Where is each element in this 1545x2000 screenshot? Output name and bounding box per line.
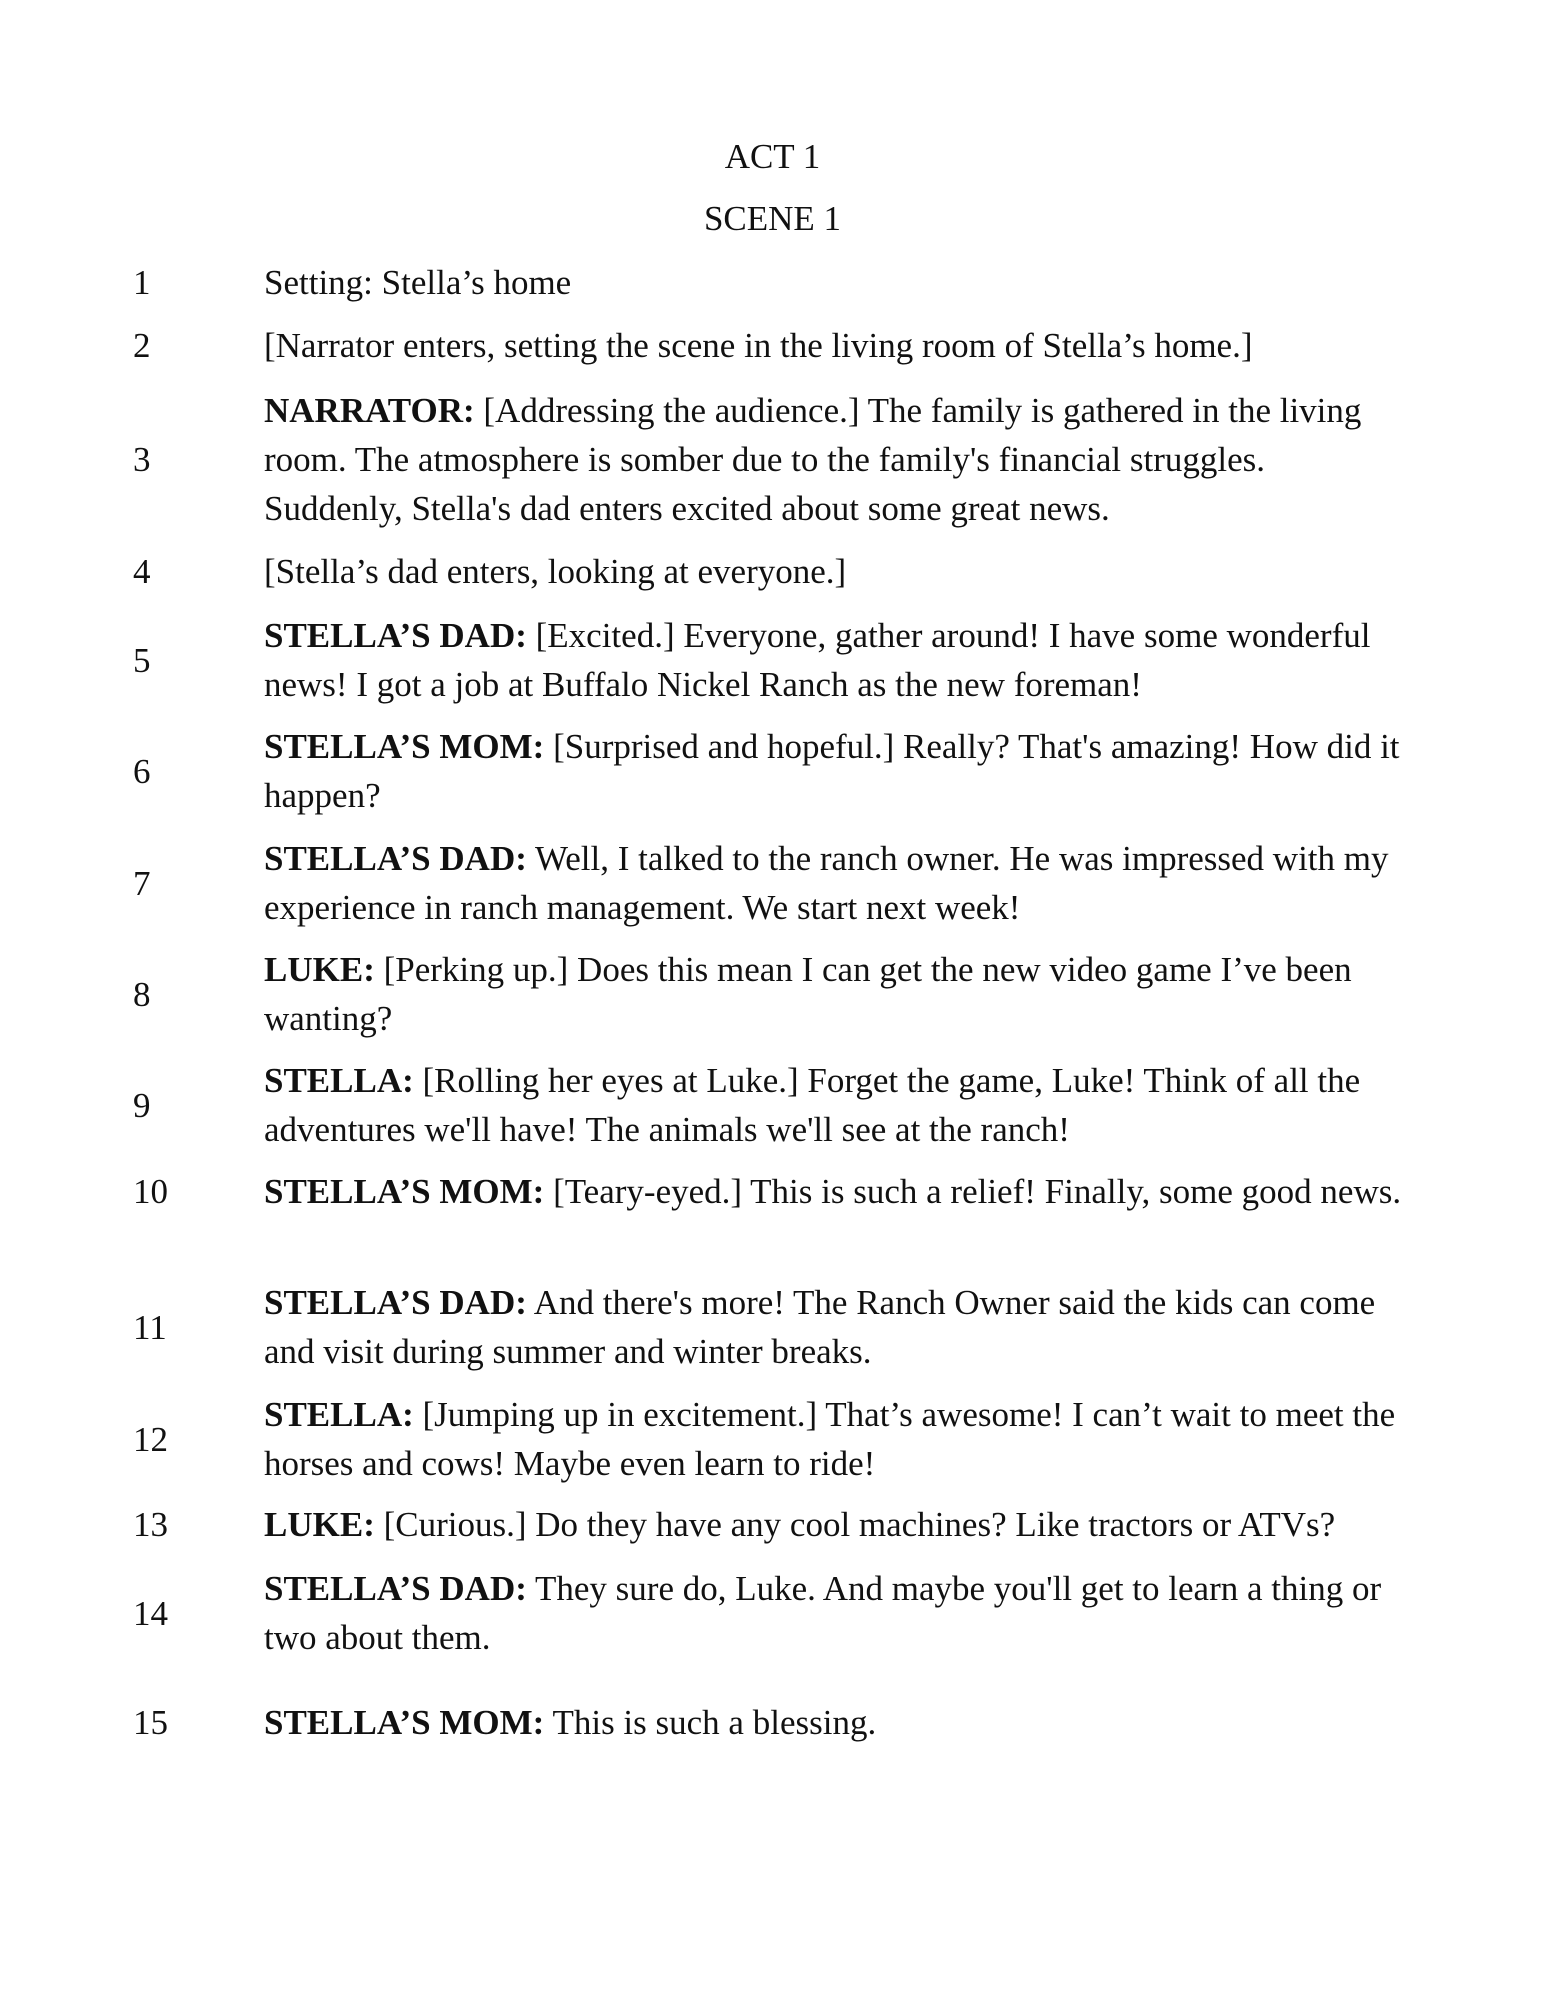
dialogue: [Curious.] Do they have any cool machines? Like tractors or ATVs? [374, 1505, 1336, 1544]
line-number: 5 [133, 640, 151, 680]
dialogue: And there's more! The Ranch Owner said the kids can come and visit during summer and winter breaks. [264, 1283, 1376, 1371]
speaker-name: STELLA’S DAD: [264, 616, 527, 655]
line-number: 6 [133, 751, 151, 791]
dialogue: [Surprised and hopeful.] Really? That's amazing! How did it happen? [264, 727, 1400, 815]
line-number: 2 [133, 326, 151, 365]
speaker-name: STELLA’S DAD: [264, 1283, 527, 1322]
dialogue: Setting: Stella’s home [264, 263, 572, 302]
script-line [0, 1278, 1545, 1376]
speaker-name: STELLA’S MOM: [264, 727, 545, 766]
line-text [264, 611, 1404, 709]
speaker-name: STELLA’S DAD: [264, 1569, 527, 1608]
speaker-name: STELLA: [264, 1061, 414, 1100]
line-text [264, 1500, 1404, 1549]
script-line [0, 1564, 1545, 1662]
line-text [264, 321, 1404, 370]
line-text [264, 834, 1404, 932]
speaker-name: STELLA’S MOM: [264, 1703, 545, 1742]
script-line [0, 1056, 1545, 1154]
line-number: 14 [133, 1593, 168, 1633]
speaker-name: LUKE: [264, 950, 375, 989]
line-number: 13 [133, 1505, 168, 1544]
script-line [0, 386, 1545, 533]
line-text [264, 1390, 1404, 1488]
script-line [0, 1698, 1545, 1747]
script-line [0, 258, 1545, 307]
speaker-name: LUKE: [264, 1505, 375, 1544]
line-text [264, 258, 1404, 307]
speaker-name: STELLA: [264, 1395, 414, 1434]
dialogue: [Teary-eyed.] This is such a relief! Finally, some good news. [544, 1172, 1402, 1211]
line-text [264, 1564, 1404, 1662]
speaker-name: STELLA’S DAD: [264, 839, 527, 878]
script-line [0, 547, 1545, 596]
line-number: 4 [133, 552, 151, 591]
dialogue: [Stella’s dad enters, looking at everyone.] [264, 552, 847, 591]
script-line [0, 945, 1545, 1043]
line-number: 3 [133, 440, 151, 479]
line-text [264, 722, 1404, 820]
script-line [0, 834, 1545, 932]
line-text [264, 1167, 1404, 1216]
dialogue: [Jumping up in excitement.] That’s awesome! I can’t wait to meet the horses and cows! Maybe even learn to ride! [264, 1395, 1396, 1483]
speaker-name: NARRATOR: [264, 391, 475, 430]
script-line [0, 722, 1545, 820]
dialogue: [Addressing the audience.] The family is gathered in the living room. The atmosphere is somber due to the family's financial struggles. Suddenly, Stella's dad enters excited about some great news. [264, 391, 1362, 528]
line-number: 12 [133, 1419, 168, 1459]
line-text [264, 547, 1404, 596]
line-number: 15 [133, 1703, 168, 1742]
line-number: 1 [133, 263, 151, 302]
line-text [264, 1056, 1404, 1154]
line-text [264, 386, 1404, 533]
line-text [264, 945, 1404, 1043]
act-title: ACT 1 [724, 137, 821, 176]
line-number: 9 [133, 1085, 151, 1125]
line-number: 8 [133, 974, 151, 1014]
dialogue: This is such a blessing. [544, 1703, 877, 1742]
dialogue: They sure do, Luke. And maybe you'll get to learn a thing or two about them. [264, 1569, 1382, 1657]
dialogue: [Perking up.] Does this mean I can get the new video game I’ve been wanting? [264, 950, 1352, 1038]
script-line [0, 1500, 1545, 1549]
line-text [264, 1698, 1404, 1747]
dialogue: [Rolling her eyes at Luke.] Forget the game, Luke! Think of all the adventures we'll have! The animals we'll see at the ranch! [264, 1061, 1361, 1149]
line-number: 7 [133, 863, 151, 903]
dialogue: [Excited.] Everyone, gather around! I have some wonderful news! I got a job at Buffalo Nickel Ranch as the new foreman! [264, 616, 1371, 704]
dialogue: Well, I talked to the ranch owner. He was impressed with my experience in ranch management. We start next week! [264, 839, 1389, 927]
scene-title: SCENE 1 [703, 199, 842, 238]
dialogue: [Narrator enters, setting the scene in the living room of Stella’s home.] [264, 326, 1253, 365]
script-line [0, 1390, 1545, 1488]
speaker-name: STELLA’S MOM: [264, 1172, 545, 1211]
script-line [0, 1167, 1545, 1216]
line-text [264, 1278, 1404, 1376]
script-line [0, 321, 1545, 370]
line-number: 11 [133, 1307, 167, 1347]
line-number: 10 [133, 1172, 168, 1211]
script-line [0, 611, 1545, 709]
